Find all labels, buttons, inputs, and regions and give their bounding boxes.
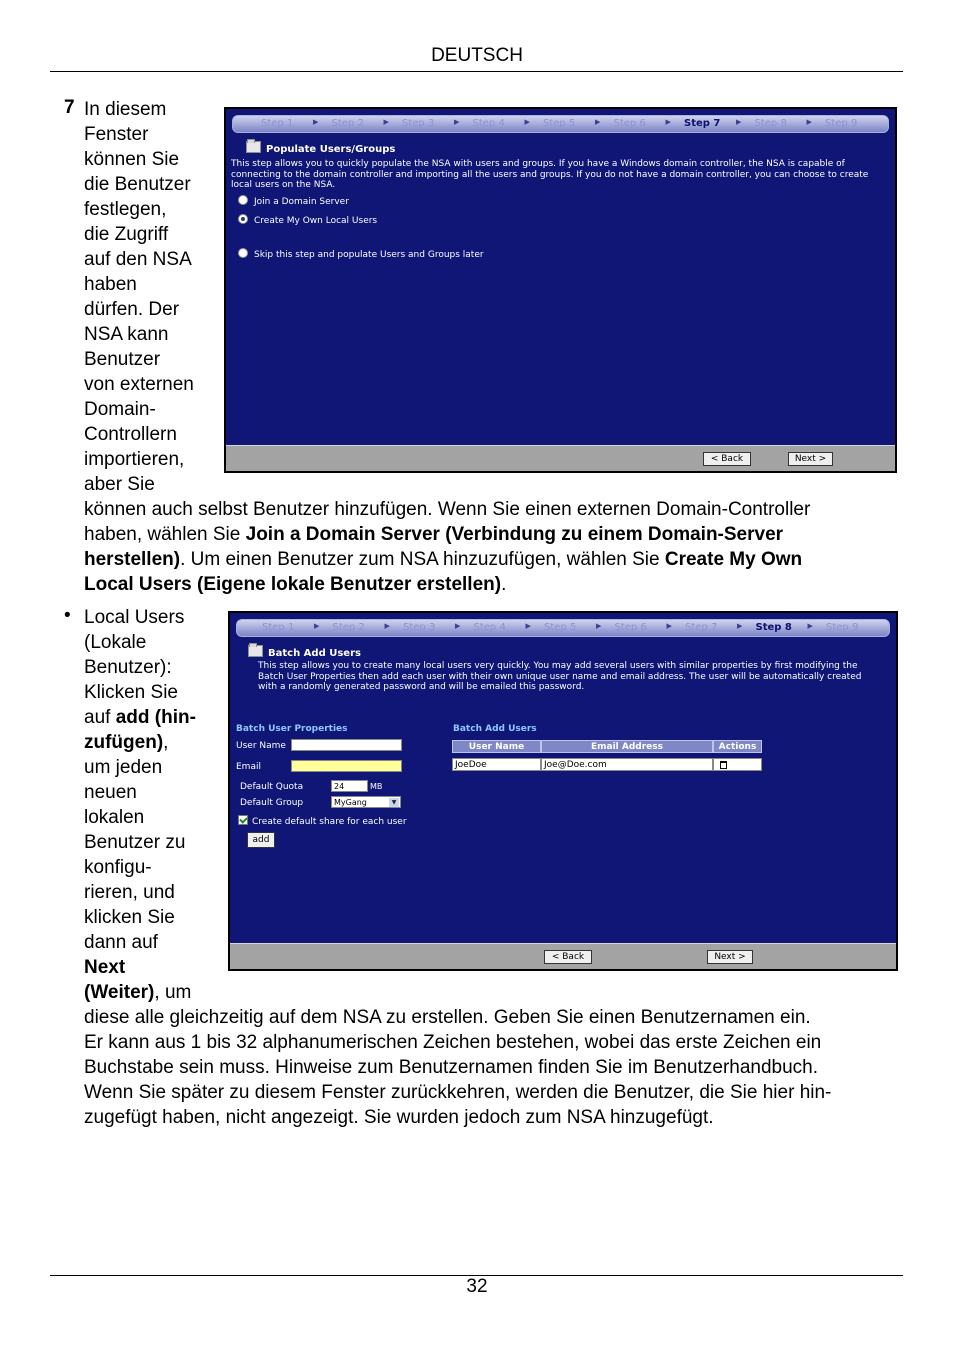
email-input[interactable]: [291, 760, 402, 772]
column-line: Klicken Sie: [84, 682, 178, 703]
step-arrow-icon: ▶: [524, 118, 530, 126]
back-button[interactable]: < Back: [703, 452, 751, 466]
radio-selected-icon: [238, 214, 248, 224]
wizard-step-bar: [232, 115, 889, 133]
wizard-button-bar: [230, 943, 896, 969]
column-line: [84, 955, 196, 980]
item7-line: [84, 522, 904, 547]
wizard-title: [246, 141, 395, 155]
bold-run: Create My Own: [664, 549, 803, 570]
table-cell-email: Joe@Doe.com: [541, 758, 713, 771]
radio-icon: [238, 248, 248, 258]
default-group-label: Default Group: [240, 798, 304, 808]
column-line: konfigu-: [84, 857, 152, 878]
column-line: von externen: [84, 374, 194, 395]
step-arrow-icon: ▶: [595, 118, 601, 126]
bold-run: Join a Domain Server (Verbindung zu einem Domain-Server: [245, 524, 784, 545]
wizard-step-7: Step 7: [685, 622, 718, 633]
batch-add-users-heading: Batch Add Users: [453, 724, 537, 734]
column-line: Benutzer):: [84, 657, 172, 678]
step-arrow-icon: ▶: [737, 622, 743, 630]
column-line: Fenster: [84, 124, 149, 145]
username-label: User Name: [236, 741, 286, 751]
bullet-paragraph: [84, 1005, 904, 1130]
paragraph-line: Wenn Sie später zu diesem Fenster zurückkehren, werden die Benutzer, die Sie hier hin-: [84, 1082, 832, 1103]
text-run: . Um einen Benutzer zum NSA hinzuzufügen, wählen Sie: [180, 549, 665, 570]
wizard-step-1: Step 1: [261, 118, 294, 129]
step-arrow-icon: ▶: [736, 118, 742, 126]
next-button[interactable]: Next >: [788, 452, 833, 466]
back-button[interactable]: < Back: [544, 950, 592, 964]
bold-run: Local Users (Eigene lokale Benutzer erstellen): [84, 574, 502, 595]
wizard-step-9: Step 9: [826, 622, 859, 633]
wizard-step-4: Step 4: [473, 622, 506, 633]
username-input[interactable]: [291, 739, 402, 751]
description-line: with a randomly generated password and will be emailed this password.: [258, 682, 585, 692]
default-quota-input[interactable]: 24: [331, 780, 368, 792]
bold-run: zufügen): [84, 732, 164, 753]
column-line: importieren,: [84, 449, 185, 470]
step-arrow-icon: ▶: [806, 118, 812, 126]
item7-line: [84, 547, 904, 572]
column-line: lokalen: [84, 807, 145, 828]
folder-icon: [246, 141, 261, 153]
description-line: connecting to the domain controller and importing all the users and groups. If you do not have a domain controller, you can choose to create: [231, 169, 869, 180]
text-run: .: [501, 574, 507, 595]
column-line: In diesem: [84, 99, 167, 120]
description-line: local users on the NSA.: [231, 180, 336, 190]
column-line: [84, 980, 196, 1005]
step-arrow-icon: ▶: [314, 622, 320, 630]
table-cell-actions: [713, 758, 762, 771]
column-line: (Lokale: [84, 632, 147, 653]
step-arrow-icon: ▶: [596, 622, 602, 630]
bullet-column-text: [84, 605, 196, 1005]
text-run: ,: [163, 732, 169, 753]
step-arrow-icon: ▶: [313, 118, 319, 126]
column-line: [84, 730, 196, 755]
column-line: Local Users: [84, 607, 185, 628]
description-line: This step allows you to create many local users very quickly. You may add several users with similar properties by first modifying the: [258, 661, 858, 671]
wizard-step-8: Step 8: [754, 118, 787, 129]
column-header-username: User Name: [452, 740, 541, 753]
wizard-description: [258, 661, 861, 693]
column-line: dann auf: [84, 932, 158, 953]
radio-skip-step[interactable]: [238, 248, 484, 260]
column-line: Domain-: [84, 399, 156, 420]
next-button[interactable]: Next >: [707, 950, 753, 964]
create-default-share-checkbox[interactable]: [238, 815, 407, 827]
item7-paragraph: [84, 497, 904, 597]
column-line: können Sie: [84, 149, 180, 170]
step-number: 7: [64, 97, 75, 118]
wizard-step-bar: [236, 619, 890, 637]
paragraph-line: Buchstabe sein muss. Hinweise zum Benutzernamen finden Sie im Benutzerhandbuch.: [84, 1057, 819, 1078]
wizard-step-9: Step 9: [825, 118, 858, 129]
bold-run: Next: [84, 957, 126, 978]
text-run: , um: [154, 982, 192, 1003]
step-arrow-icon: ▶: [455, 622, 461, 630]
wizard-step-5: Step 5: [543, 118, 576, 129]
wizard-title-text: Batch Add Users: [268, 648, 361, 659]
column-line: Controllern: [84, 424, 177, 445]
bullet-marker: •: [64, 605, 71, 626]
radio-join-domain[interactable]: [238, 195, 349, 207]
quota-unit: MB: [370, 782, 383, 791]
checkbox-checked-icon: [238, 815, 248, 825]
add-user-button[interactable]: add: [247, 832, 275, 848]
wizard-step-6: Step 6: [614, 622, 647, 633]
radio-label: Create My Own Local Users: [254, 216, 378, 226]
description-line: Batch User Properties then add each user with their own unique user name and email address. The user will be automatically created: [258, 671, 862, 682]
column-line: die Zugriff: [84, 224, 169, 245]
page-header: DEUTSCH: [431, 45, 523, 66]
page-number: 32: [466, 1276, 488, 1297]
column-line: Benutzer: [84, 349, 161, 370]
wizard-button-bar: [226, 445, 895, 471]
column-line: klicken Sie: [84, 907, 175, 928]
folder-icon: [248, 645, 263, 657]
bold-run: add (hin-: [115, 707, 196, 728]
screenshot-batch-add-users: [228, 611, 898, 971]
trash-icon[interactable]: [720, 761, 727, 769]
column-line: auf den NSA: [84, 249, 192, 270]
column-line: die Benutzer: [84, 174, 191, 195]
wizard-step-2: Step 2: [331, 118, 364, 129]
paragraph-line: diese alle gleichzeitig auf dem NSA zu erstellen. Geben Sie einen Benutzernamen ein.: [84, 1007, 811, 1028]
column-line: rieren, und: [84, 882, 175, 903]
wizard-step-1: Step 1: [262, 622, 295, 633]
wizard-step-4: Step 4: [472, 118, 505, 129]
default-group-select[interactable]: [331, 796, 401, 808]
wizard-step-3: Step 3: [402, 118, 435, 129]
wizard-title: [248, 645, 361, 659]
text-run: haben, wählen Sie: [84, 524, 246, 545]
bold-run: herstellen): [84, 549, 181, 570]
column-line: festlegen,: [84, 199, 167, 220]
column-header-email: Email Address: [541, 740, 713, 753]
paragraph-line: zugefügt haben, nicht angezeigt. Sie wurden jedoch zum NSA hinzugefügt.: [84, 1107, 714, 1128]
item7-column-text: [84, 97, 194, 497]
default-quota-label: Default Quota: [240, 782, 304, 792]
radio-create-local-users[interactable]: [238, 214, 377, 226]
step-arrow-icon: ▶: [525, 622, 531, 630]
step-arrow-icon: ▶: [666, 622, 672, 630]
batch-user-properties-heading: Batch User Properties: [236, 724, 348, 734]
radio-icon: [238, 195, 248, 205]
column-line: haben: [84, 274, 137, 295]
description-line: This step allows you to quickly populate the NSA with users and groups. If you have a Windows domain controller, the NSA is capable of: [231, 159, 845, 169]
column-line: Benutzer zu: [84, 832, 186, 853]
column-line: [84, 705, 196, 730]
text-run: auf: [84, 707, 116, 728]
column-line: NSA kann: [84, 324, 169, 345]
step-arrow-icon: ▶: [384, 622, 390, 630]
step-arrow-icon: ▶: [807, 622, 813, 630]
column-line: um jeden: [84, 757, 163, 778]
radio-label: Join a Domain Server: [254, 197, 349, 207]
wizard-description: [231, 159, 868, 191]
column-header-actions: Actions: [713, 740, 762, 753]
checkbox-label: Create default share for each user: [252, 817, 407, 827]
item7-line: können auch selbst Benutzer hinzufügen. Wenn Sie einen externen Domain-Controller: [84, 499, 811, 520]
step-arrow-icon: ▶: [454, 118, 460, 126]
table-cell-username: JoeDoe: [452, 758, 541, 771]
wizard-title-text: Populate Users/Groups: [266, 144, 396, 155]
column-line: dürfen. Der: [84, 299, 180, 320]
radio-label: Skip this step and populate Users and Groups later: [254, 250, 484, 260]
wizard-step-7: Step 7: [684, 118, 721, 129]
column-line: aber Sie: [84, 474, 155, 495]
header-rule: [50, 71, 903, 72]
step-arrow-icon: ▶: [665, 118, 671, 126]
wizard-step-6: Step 6: [613, 118, 646, 129]
wizard-step-8: Step 8: [755, 622, 792, 633]
email-label: Email: [236, 762, 261, 772]
step-arrow-icon: ▶: [383, 118, 389, 126]
paragraph-line: Er kann aus 1 bis 32 alphanumerischen Zeichen bestehen, wobei das erste Zeichen ein: [84, 1032, 822, 1053]
bold-run: (Weiter): [84, 982, 155, 1003]
wizard-step-2: Step 2: [332, 622, 365, 633]
column-line: neuen: [84, 782, 137, 803]
chevron-down-icon: ▼: [389, 798, 399, 807]
select-value: MyGang: [334, 798, 367, 807]
wizard-step-5: Step 5: [544, 622, 577, 633]
item7-line: [84, 572, 904, 597]
screenshot-populate-users: [224, 107, 897, 473]
wizard-step-3: Step 3: [403, 622, 436, 633]
